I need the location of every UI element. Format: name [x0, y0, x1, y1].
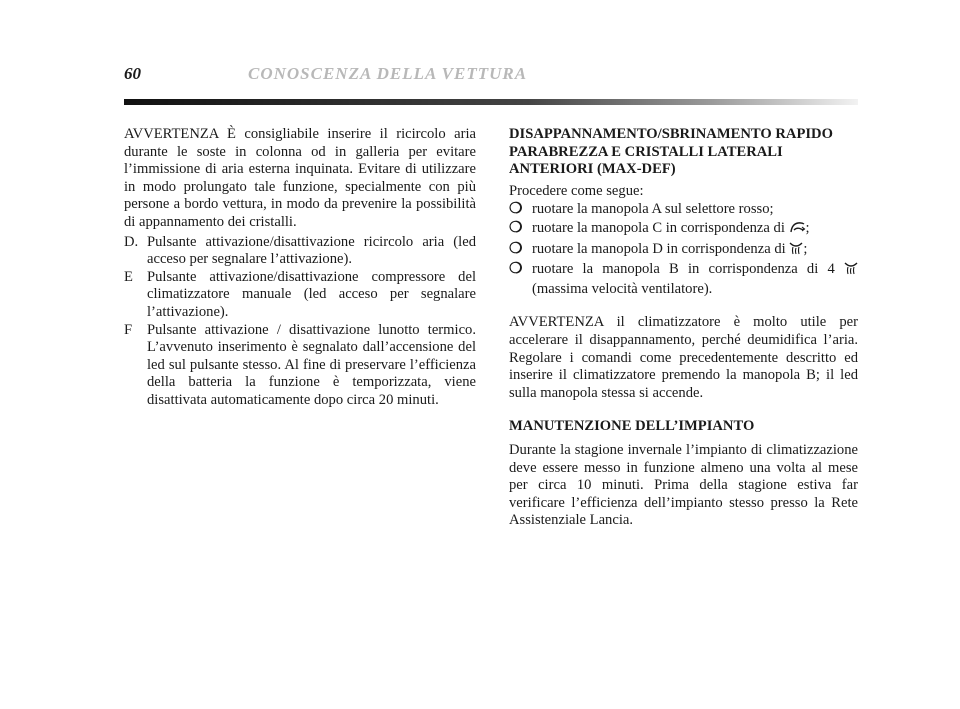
page-number: 60: [124, 64, 141, 83]
left-column: [124, 126, 476, 410]
intro-text: Procedere come segue:: [509, 182, 644, 199]
bullet-marker: ❍: [509, 201, 523, 218]
list-item: [509, 201, 858, 219]
list-item: [124, 269, 476, 322]
step-text: ruotare la manopola A sul selettore rosso;: [532, 201, 774, 218]
bullet-marker: ❍: [509, 261, 523, 278]
warning-paragraph: AVVERTENZA il climatizzatore è molto utile per accelerare il disappannamento, perché deumidifica l’aria. Regolare i comandi come precedentemente descritto ed inserire il climatizzatore premendo la manopola B; il led sulla manopola stessa si accende.: [509, 314, 858, 401]
step-suffix: ;: [803, 240, 808, 257]
warning-paragraph: AVVERTENZA È consigliabile inserire il ricircolo aria durante le soste in colonna od in galleria per evitare l’immissione di aria esterna inquinata. Evitare di utilizzare in modo prolungato tale funzione, specialmente con più persone a bordo vettura, in modo da prevenire la possibilità di appannamento dei cristalli.: [124, 126, 476, 230]
defrost-icon: [844, 262, 858, 281]
bullet-marker: ❍: [509, 219, 523, 236]
section-heading-maintenance: MANUTENZIONE DELL’IMPIANTO: [509, 418, 755, 435]
running-head: CONOSCENZA DELLA VETTURA: [248, 64, 528, 83]
item-text: Pulsante attivazione/disattivazione ricircolo aria (led acceso per segnalare l’attivazione).: [147, 233, 476, 268]
step-text: ruotare la manopola D in corrispondenza di: [532, 240, 786, 257]
list-item: [509, 261, 858, 298]
step-suffix: ;: [805, 219, 810, 236]
maintenance-paragraph: Durante la stagione invernale l’impianto di climatizzazione deve essere messo in funzione almeno una volta al mese per circa 10 minuti. Prima della stagione estiva far verificare l’efficienza dell’impianto stesso presso la Rete Assistenziale Lancia.: [509, 441, 858, 529]
item-key: F: [124, 321, 133, 338]
step-text: ruotare la manopola C in corrispondenza di: [532, 219, 785, 236]
section-heading-maxdef: DISAPPANNAMENTO/SBRINAMENTO RAPIDO PARABREZZA E CRISTALLI LATERALI ANTERIORI (MAX-DEF): [509, 126, 833, 178]
step-text: ruotare la manopola B in corrispondenza di 4: [532, 261, 835, 278]
list-item: [124, 234, 476, 269]
item-text: Pulsante attivazione/disattivazione compressore del climatizzatore manuale (led acceso per segnalare l’attivazione).: [147, 268, 476, 320]
step-suffix: (massima velocità ventilatore).: [532, 280, 713, 297]
list-item: [509, 241, 858, 261]
item-key: D.: [124, 233, 139, 250]
bullet-marker: ❍: [509, 240, 523, 257]
item-text: Pulsante attivazione / disattivazione lunotto termico. L’avvenuto inserimento è segnalato dall’accensione del led sul pulsante stesso. Al fine di preservare l’efficienza della batteria la funzione è temporizzata, viene disattivata automaticamente dopo circa 20 minuti.: [147, 321, 476, 408]
item-key: E: [124, 268, 133, 285]
windscreen-airflow-icon: [789, 221, 806, 240]
list-item: [124, 322, 476, 410]
list-item: [509, 220, 858, 240]
defrost-icon: [789, 242, 803, 261]
right-column: [509, 126, 858, 530]
header-rule: [124, 99, 858, 105]
